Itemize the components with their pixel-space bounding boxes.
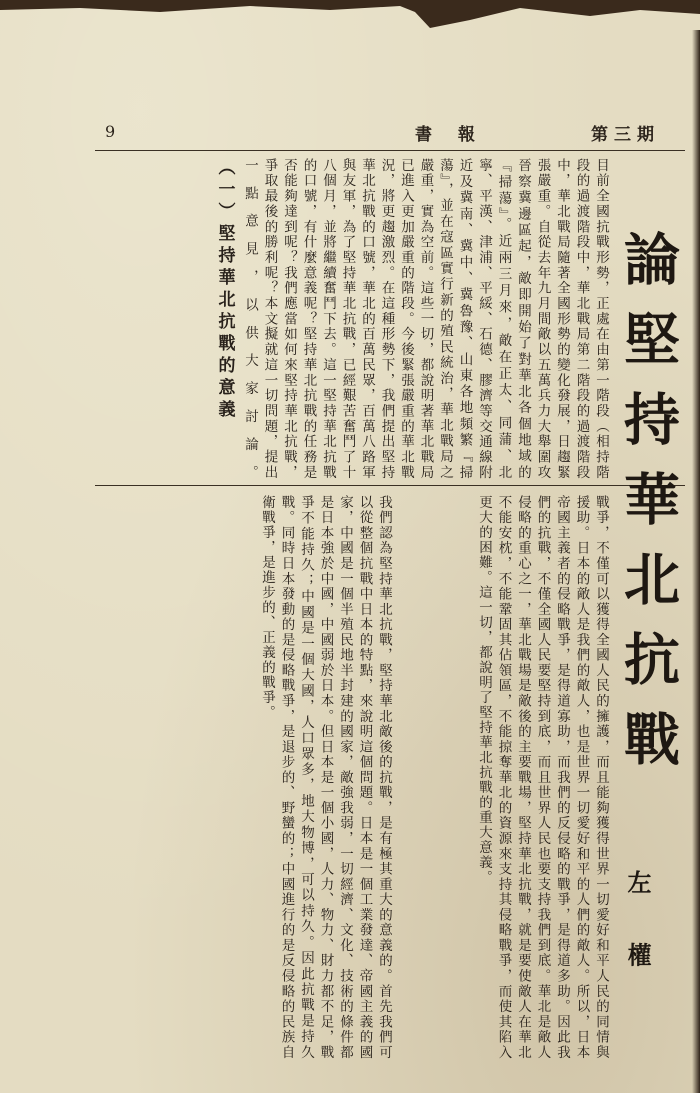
body-text-block-lower-right [400,495,610,1060]
header-rule [95,150,685,151]
section-name: 書 報 [415,125,485,145]
page-edge-shadow [692,30,700,1093]
author-name: 左 權 [623,870,652,987]
body-paragraph: 戰爭，不僅可以獲得全國人民的擁護，而且能夠獲得世界一切愛好和平人民的同情與援助。日本的敵人是我們的敵人，也是世界一切愛好和平的人們的敵人。所以，日本帝國主義者的侵略戰爭，是得道寡助，而我們的反侵略的戰爭，是得道多助。因此我們的抗戰，不僅全國人民要堅持到底，而且世界人民也要支持我們到底。華北是敵人侵略的重心之一，華北戰場是敵後的主要戰場，堅持華北抗戰，就是要使敵人在華北不能安枕，不能鞏固其佔領區，不能掠奪華北的資源來支持其侵略戰爭，而使其陷入更大的困難。這一切，都說明了堅持華北抗戰的重大意義。 [476,495,609,1060]
issue-number: 第三期 [591,125,660,145]
page-header [95,120,680,148]
body-paragraph: 我們認為堅持華北抗戰，堅持華北敵後的抗戰，是有極其重大的意義的。首先我們可以從整個抗戰中日本的特點，來說明這個問題。日本是一個工業發達、帝國主義的國家，中國是一個半殖民地半封建的國家，敵強我弱，一切經濟、文化、技術的條件都是日本強於中國，中國弱於日本。但日本是一個小國，人力、物力、財力都不足，戰爭不能持久；中國是一個大國，人口眾多，地大物博，可以持久。因此抗戰是持久戰。同時日本發動的是侵略戰爭，是退步的、野蠻的；中國進行的是反侵略的民族自衛戰爭，是進步的、正義的戰爭。 [259,495,392,1060]
body-text-block-upper [98,158,610,480]
section-subheading: （一）堅持華北抗戰的意義 [214,158,235,422]
page-number: 9 [105,122,116,141]
column-divider-rule [95,485,685,486]
body-paragraph: 目前全國抗戰形勢，正處在由第一階段（相持階段的過渡階段中，華北戰局第二階段的過渡階段中，華北戰局隨著全國形勢的變化發展，日趨緊張嚴重。自從去年九月間敵以五萬兵力大舉圍攻晉察冀邊區起，敵即開始了對華北各個地域的『掃蕩』。近兩三月來，敵在正太、同蒲、北寧、平漢、津浦、平綏、石德、膠濟等交通線附近及冀南、冀中、冀魯豫、山東各地頻繁『掃蕩』，並在寇區實行新的殖民統治，華北戰局之嚴重，實為空前。這些一切，都說明著華北戰局已進入更加嚴重的階段。今後緊張嚴重的華北戰況，將更趨激烈。在這種形勢下，我們提出堅持華北抗戰的口號，華北的百萬民眾，百萬八路軍與友軍，為了堅持華北抗戰，已經艱苦奮鬥了十八個月，並將繼續奮鬥下去。這一堅持華北抗戰的口號，有什麼意義呢？堅持華北抗戰的任務是否能夠達到呢？我們應當如何來堅持華北抗戰，爭取最後的勝利呢？本文擬就這一切問題，提出一點意見，以供大家討論。 [242,158,609,480]
article-title: 論堅持華北抗戰 [615,230,681,790]
body-text-block-lower-left [98,495,393,1060]
torn-top-edge [0,0,700,40]
